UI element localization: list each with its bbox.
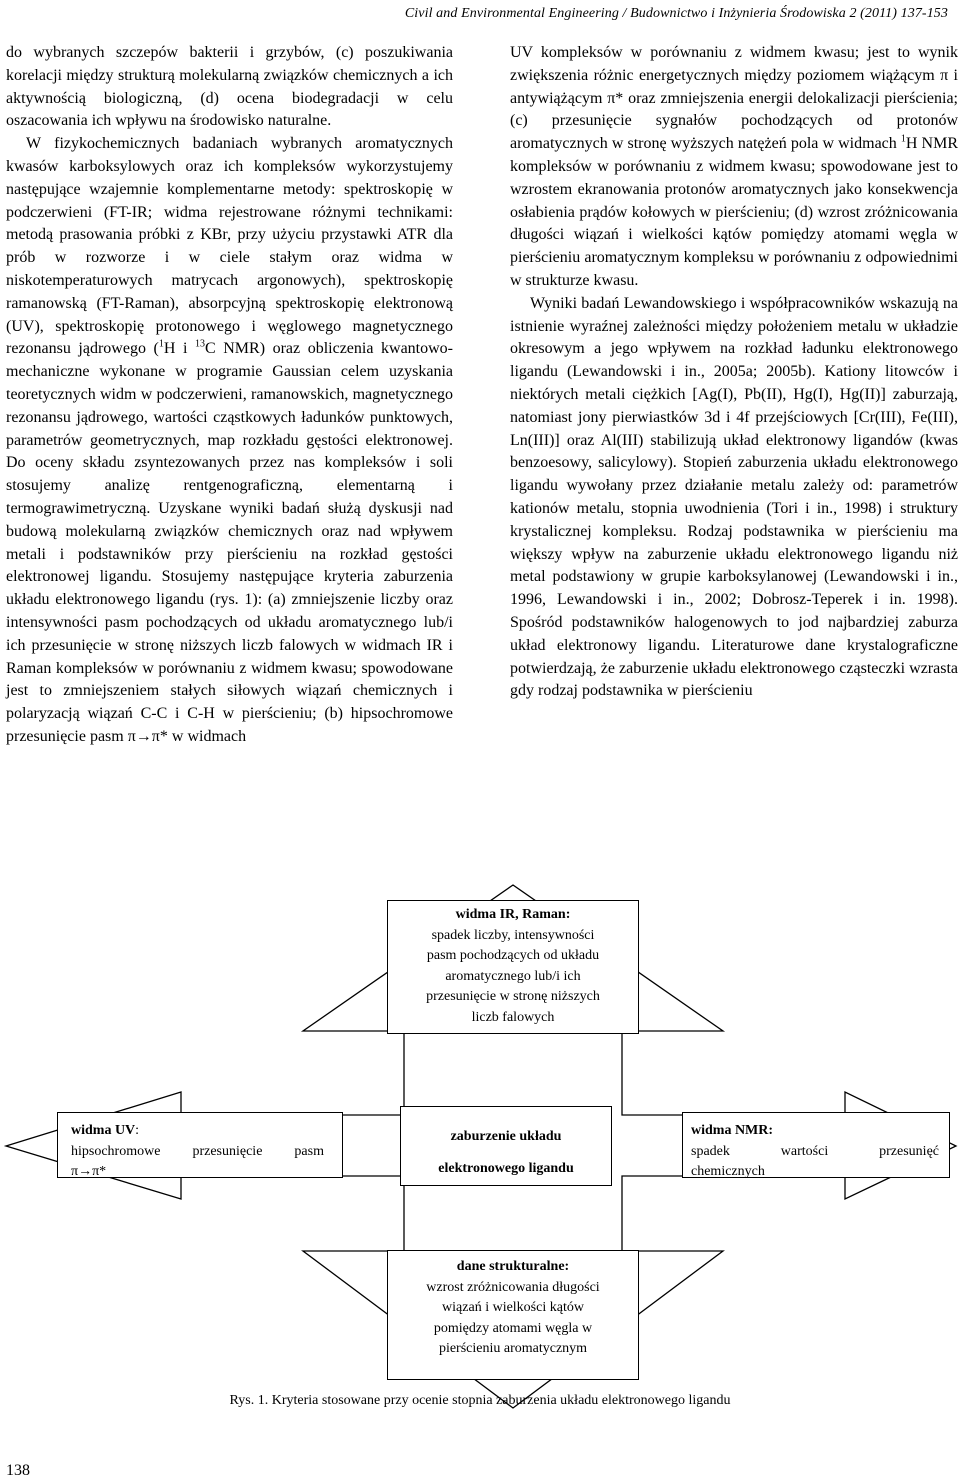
text-run: C NMR) oraz obliczenia kwantowo-mechaniczne wykonane w programie Gaussian celem uzyskania teoretycznych widm w podczerwieni, ramanowskich, magnetycznego rezonansu jądrowego, wartości cząstkowych ładunków punktowych, parametrów geometrycznych, map rozkładu gęstości elektronowej. Do oceny składu zsyntezowanych przez nas kompleksów i soli stosujemy analizę rentgenograficzną, elementarną i termograwimetryczną. Uzyskane wyniki badań służą dyskusji nad budową molekularną związków chemicznych oraz nad wpływem metali i podstawników przy pierścieniu na rozkład gęstości elektronowej ligandu. Stosujemy następujące kryteria zaburzenia układu elektronowego ligandu (rys. 1): (a) zmniejszenie liczby oraz intensywności pasm pochodzących od układu aromatycznego lub/i ich przesunięcie w stronę niższych liczb falowych w widmach IR i Raman kompleksów w porównaniu z widmem kwasu; spowodowane jest to zmniejszeniem stałych siłowych wiązań chemicznych i polaryzacją wiązań C-C i C-H w pierścieniu; (b) hipsochromowe przesunięcie pasm π→π* w widmach bbox=[6, 340, 453, 745]
box-title: widma IR, Raman: bbox=[455, 907, 571, 922]
left-text-column bbox=[6, 42, 453, 749]
box-line: chemicznych bbox=[691, 1164, 765, 1179]
text-run: UV kompleksów w porównaniu z widmem kwasu; jest to wynik zwiększenia różnic energetycznych między poziomem wiążącym π i antywiążącym π* oraz zmniejszenia energii delokalizacji pierścienia; (c) przesunięcie sygnałów pochodzących od protonów aromatycznych w stronę wyższych natężeń pola w widmach bbox=[510, 44, 958, 153]
box-title: widma UV bbox=[71, 1123, 136, 1138]
figure-caption: Rys. 1. Kryteria stosowane przy ocenie stopnia zaburzenia układu elektronowego ligandu bbox=[229, 1393, 731, 1408]
box-line: wiązań i wielkości kątów bbox=[442, 1300, 584, 1315]
box-line: liczb falowych bbox=[471, 1009, 555, 1025]
title-colon: : bbox=[135, 1123, 140, 1138]
figure-1-diagram bbox=[0, 880, 960, 1420]
box-line: pierścieniu aromatycznym bbox=[438, 1341, 588, 1356]
superscript: 1 bbox=[158, 339, 164, 351]
box-line: spadek liczby, intensywności bbox=[431, 927, 595, 943]
superscript: 13 bbox=[195, 339, 205, 351]
word: wartości bbox=[780, 1143, 829, 1159]
structural-data-box bbox=[387, 1250, 639, 1380]
text-run: H NMR kompleksów w porównaniu z widmem kwasu; spowodowane jest to wzrostem ekranowania protonów aromatycznych jako konsekwencja osłabienia prądów kołowych w pierścieniu; (d) wzrost zróżnicowania długości wiązań i wielkości kątów pomiędzy atomami węgla w pierścieniu aromatycznym kompleksu w porównaniu z odpowiednimi w strukturze kwasu. bbox=[510, 135, 958, 289]
box-line: elektronowego ligandu bbox=[438, 1161, 574, 1176]
box-line: hipsochromowe przesunięcie pasm bbox=[71, 1143, 324, 1159]
word: przesunięć bbox=[879, 1143, 939, 1159]
box-line bbox=[691, 1142, 939, 1163]
paragraph: Wyniki badań Lewandowskiego i współpracowników wskazują na istnienie wyraźnej zależności między położeniem metalu w układzie okresowym a jego wpływem na rozkład ładunku elektronowego ligandu (Lewandowski i in., 2005a; 2005b). Kationy litowców i niektórych metali ciężkich [Ag(I), Pb(II), Hg(I), Hg(II)] zaburzają, natomiast jony pierwiastków 3d i 4f przejściowych [Cr(III), Fe(III), Ln(III)] oraz Al(III) stabilizują układ elektronowy ligandów (kwas benzoesowy, salicylowy). Stopień zaburzenia układu elektronowego ligandu wywołany przez działanie metalu zależy od: parametrów kationów metalu, stopnia uwodnienia (Tori i in., 1998) i struktury krystalicznej kompleksu. Rodzaj podstawnika w pierścieniu ma większy wpływ na zaburzenie układu elektronowego ligandu niż metal podstawiony w grupie karboksylanowej (Lewandowski i in., 1996, Lewandowski i in., 2002; Dobrosz-Teperek i in. 1998). Spośród podstawników halogenowych to jod najbardziej zaburza układ elektronowy ligandu. Literaturowe dane krystalograficzne potwierdzają, że zaburzenie układu elektronowego cząsteczki wzrasta gdy rodzaj podstawnika w pierścieniu bbox=[510, 294, 958, 700]
box-line: pasm pochodzących od układu bbox=[426, 948, 600, 963]
paragraph bbox=[510, 42, 958, 293]
box-line: π→π* bbox=[71, 1164, 107, 1179]
text-run: H i bbox=[163, 340, 195, 358]
running-header: Civil and Environmental Engineering / Budownictwo i Inżynieria Środowiska 2 (2011) 137-153 bbox=[404, 6, 948, 21]
box-line: pomiędzy atomami węgla w bbox=[433, 1320, 593, 1336]
superscript: 1 bbox=[900, 133, 906, 145]
ir-raman-box bbox=[387, 900, 639, 1034]
page-number: 138 bbox=[6, 1462, 30, 1479]
box-title-line bbox=[71, 1123, 139, 1138]
text-run: W fizykochemicznych badaniach wybranych aromatycznych kwasów karboksylowych oraz ich kompleksów wykorzystujemy następujące wzajemnie komplementarne metody: spektroskopię w podczerwieni (FT-IR; widma rejestrowane różnymi technikami: metodą prasowania próbki z KBr, przy użyciu przystawki ATR dla prób w rozworze i w ciele stałym oraz widma w niskotemperaturowych matrycach argonowych), spektroskopię ramanowską (FT-Raman), absorpcyjną spektroskopię elektronową (UV), spektroskopię protonowego i węglowego magnetycznego rezonansu jądrowego ( bbox=[6, 135, 453, 358]
box-line: aromatycznego lub/i ich bbox=[445, 968, 581, 984]
paragraph: do wybranych szczepów bakterii i grzybów, (c) poszukiwania korelacji między strukturą molekularną związków chemicznych a ich aktywnością biologiczną, (d) ocena biodegradacji w celu oszacowania ich wpływu na środowisko naturalne. bbox=[6, 44, 453, 130]
box-title: widma NMR: bbox=[691, 1123, 774, 1138]
box-title: dane strukturalne: bbox=[456, 1259, 570, 1274]
ligand-disturbance-box bbox=[400, 1106, 612, 1186]
paragraph bbox=[6, 133, 453, 749]
right-text-column bbox=[510, 42, 958, 703]
word: spadek bbox=[691, 1143, 730, 1159]
box-line: wzrost zróżnicowania długości bbox=[426, 1279, 600, 1295]
box-line: przesunięcie w stronę niższych bbox=[426, 989, 600, 1004]
box-line: zaburzenie układu bbox=[450, 1129, 562, 1144]
uv-box bbox=[57, 1112, 343, 1178]
nmr-box bbox=[682, 1112, 950, 1178]
